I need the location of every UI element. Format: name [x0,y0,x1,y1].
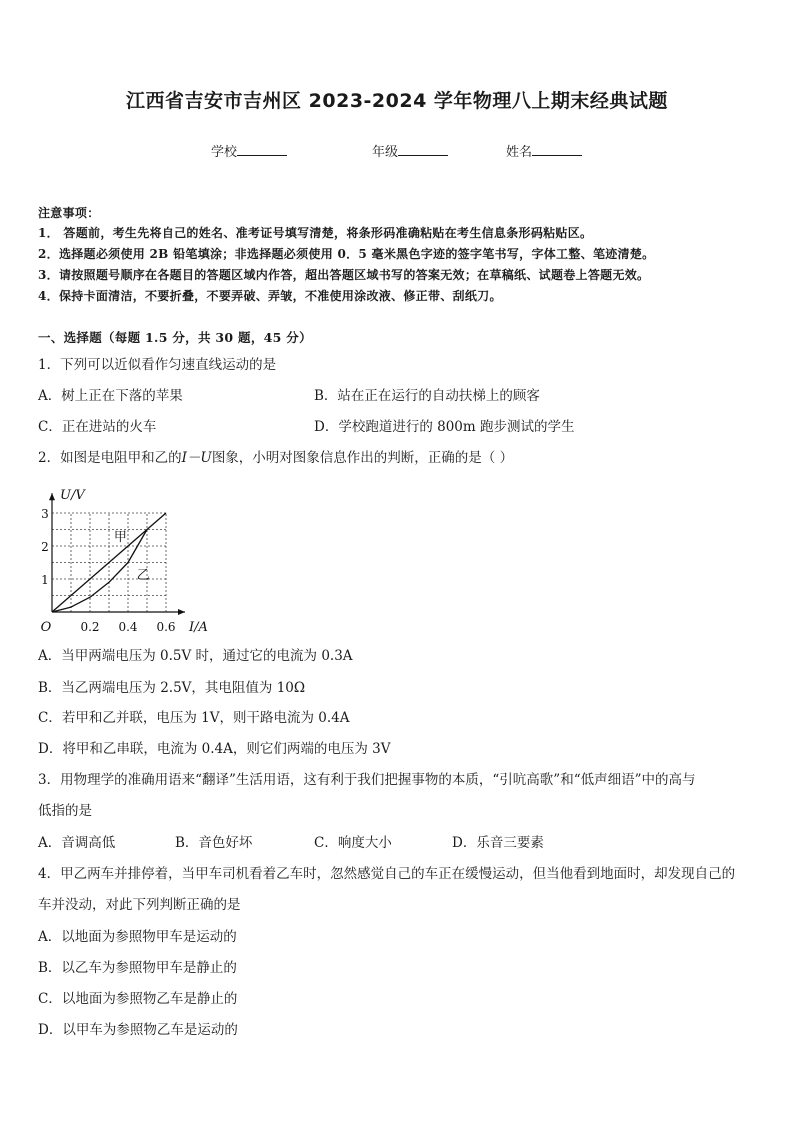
notes-heading: 注意事项： [38,206,100,220]
section-heading: 一、选择题（每题 1.5 分，共 30 题，45 分） [38,330,312,345]
name-label: 姓名 [506,145,533,160]
x-tick-label: 0.6 [156,620,176,634]
q2-stem-pre: 2．如图是电阻甲和乙的 [38,450,182,466]
series-jia-label: 甲 [113,530,127,546]
grade-field [372,141,448,160]
x-tick-label: 0.2 [80,620,100,634]
q1-option-c: C．正在进站的火车 [38,419,157,435]
q3-option-d: D．乐音三要素 [452,835,544,851]
q4-option-d: D．以甲车为参照物乙车是运动的 [38,1022,238,1038]
grade-label: 年级 [372,145,399,160]
y-axis-label: U/V [60,488,85,504]
q2-stem-iu: I－U [181,450,212,466]
iu-chart-svg [38,476,218,636]
q2-stem [38,446,513,466]
name-blank [532,143,582,156]
note-item-1: 1． 答题前，考生先将自己的姓名、准考证号填写清楚，将条形码准确粘贴在考生信息条形码粘贴区。 [38,226,593,240]
origin-label: O [40,620,52,635]
note-item-4: 4．保持卡面清洁，不要折叠，不要弄破、弄皱，不准使用涂改液、修正带、刮纸刀。 [38,289,502,303]
q2-option-d: D．将甲和乙串联，电流为 0.4A，则它们两端的电压为 3V [38,741,391,757]
series-yi-label: 乙 [136,568,150,583]
q4-stem-line1: 4．甲乙两车并排停着，当甲车司机看着乙车时，忽然感觉自己的车正在缓慢运动，但当他看到地面时，却发现自己的 [38,866,736,882]
q2-option-a: A．当甲两端电压为 0.5V 时，通过它的电流为 0.3A [38,648,353,664]
q3-option-c: C．响度大小 [314,835,392,851]
page-title: 江西省吉安市吉州区 2023-2024 学年物理八上期末经典试题 [126,90,668,112]
q4-stem-line2: 车并没动，对此下列判断正确的是 [38,897,241,913]
y-tick-label: 2 [41,540,49,554]
iu-chart [38,476,218,640]
q1-option-d: D．学校跑道进行的 800m 跑步测试的学生 [314,419,575,435]
q2-option-c: C．若甲和乙并联，电压为 1V，则干路电流为 0.4A [38,710,350,726]
grade-blank [398,143,448,156]
note-item-3: 3．请按照题号顺序在各题目的答题区域内作答，超出答题区域书写的答案无效；在草稿纸、试题卷上答题无效。 [38,268,650,282]
q1-option-a: A．树上正在下落的苹果 [38,388,183,404]
y-axis-arrow [49,493,55,500]
q2-option-b: B．当乙两端电压为 2.5V，其电阻值为 10Ω [38,680,306,696]
school-field [211,141,287,160]
school-label: 学校 [211,145,238,160]
x-tick-label: 0.4 [118,620,138,634]
y-tick-label: 3 [41,507,49,521]
q3-stem-line1: 3．用物理学的准确用语来“翻译”生活用语，这有利于我们把握事物的本质，“引吭高歌”和“低声细语”中的高与 [38,772,696,788]
note-item-2: 2．选择题必须使用 2B 铅笔填涂；非选择题必须使用 0．5 毫米黑色字迹的签字笔书写，字体工整、笔迹清楚。 [38,247,655,261]
school-blank [237,143,287,156]
q3-option-b: B．音色好坏 [175,835,253,851]
name-field [506,141,582,160]
q4-option-a: A．以地面为参照物甲车是运动的 [38,929,237,945]
x-axis-label: I/A [189,620,208,635]
q4-option-b: B．以乙车为参照物甲车是静止的 [38,960,237,976]
q3-option-a: A．音调高低 [38,835,116,851]
x-axis-arrow [178,609,185,615]
q1-stem: 1．下列可以近似看作匀速直线运动的是 [38,357,277,373]
q1-option-b: B．站在正在运行的自动扶梯上的顾客 [314,388,540,404]
q2-stem-post: 图象，小明对图象信息作出的判断，正确的是（ ） [211,450,514,466]
y-tick-label: 1 [41,573,49,587]
q3-stem-line2: 低指的是 [38,803,92,819]
q4-option-c: C．以地面为参照物乙车是静止的 [38,991,238,1007]
